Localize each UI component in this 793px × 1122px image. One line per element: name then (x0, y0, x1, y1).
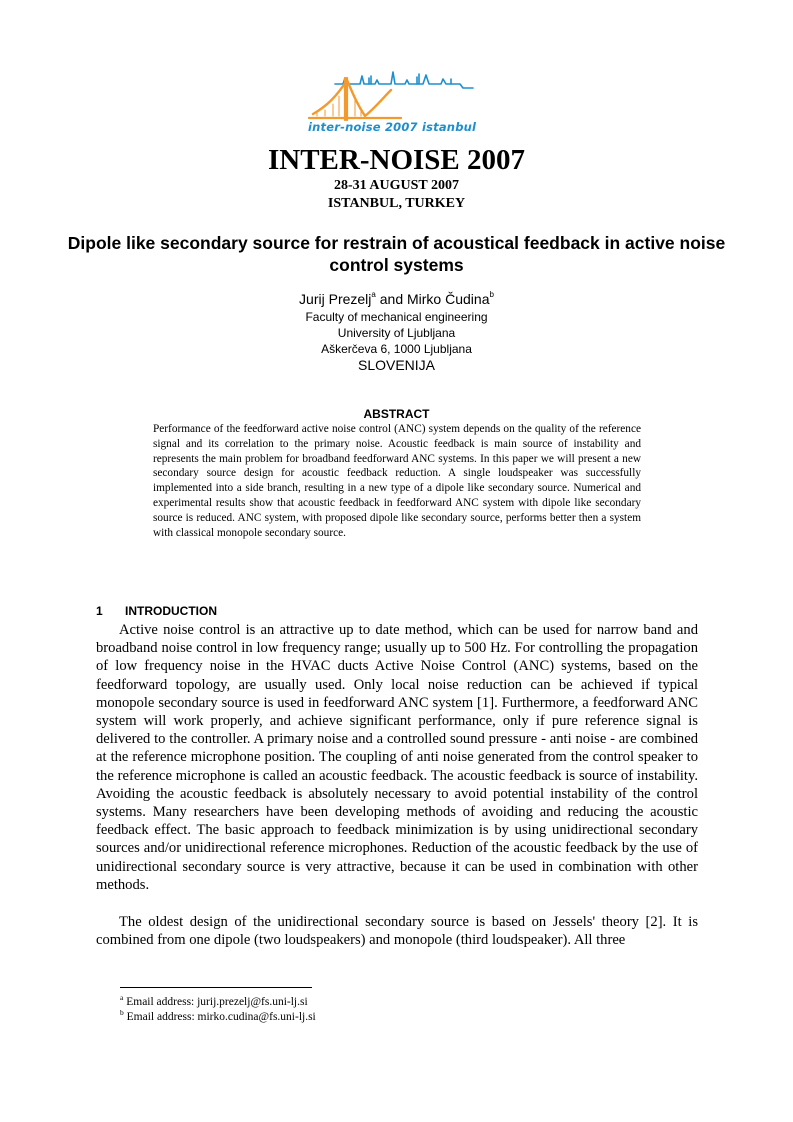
affiliation-country: SLOVENIJA (357, 357, 436, 373)
author-connector: and (375, 291, 407, 307)
footnote-b-email: Email address: mirko.cudina@fs.uni-lj.si (123, 1011, 316, 1023)
footnote-a (120, 995, 308, 1009)
section-heading-introduction (96, 604, 217, 618)
footnote-a-email: Email address: jurij.prezelj@fs.uni-lj.si (123, 996, 308, 1008)
conference-place: ISTANBUL, TURKEY (327, 196, 466, 211)
footnote-b-mark: b (120, 1008, 124, 1017)
affiliation-address: Aškerčeva 6, 1000 Ljubljana (321, 342, 472, 356)
abstract-text: Performance of the feedforward active noise control (ANC) system depends on the quality of the reference signal and its correlation to the primary noise. Acoustic feedback is main source of instability and represents the main problem for broadband feedforward ANC systems. In this paper we will present a new secondary source design for acoustic feedback reduction. A single loudspeaker was successfully implemented into a side branch, resulting in a new type of a dipole like secondary source. Numerical and experimental results show that acoustic feedback in feedforward ANC system with dipole like secondary source is reduced. ANC system, with proposed dipole like secondary source, performs better then a system with classical monopole secondary source. (153, 423, 641, 539)
section-number: 1 (96, 604, 103, 618)
footnote-a-mark: a (120, 993, 124, 1002)
abstract-heading: ABSTRACT (363, 407, 430, 421)
logo-text: inter-noise 2007 istanbul (308, 120, 477, 134)
introduction-paragraph-1: Active noise control is an attractive up to date method, which can be used for narrow band and broadband noise control in low frequency range; usually up to 500 Hz. For controlling the propagation of low frequency noise in the HVAC ducts Active Noise Control (ANC) systems, based on the feedforward topology, are usually used. Only local noise reduction can be achieved if typical monopole secondary source is used in feedforward ANC system [1]. Furthermore, a feedforward ANC system will work properly, and achieve significant performance, only if pure reference signal is delivered to the controller. A primary noise and a controlled sound pressure - anti noise - are combined at the reference microphone position. The coupling of anti noise generated from the control speaker to the reference microphone is called an acoustic feedback. The acoustic feedback is source of instability. Avoiding the acoustic feedback is absolutely necessary to avoid potential instability of the control systems. Many researchers have been developing methods of avoiding and reducing the acoustic feedback effect. The basic approach to feedback minimization is by using unidirectional secondary sources and/or unidirectional reference microphones. Reduction of the acoustic feedback by the use of unidirectional secondary source is very attractive, because it can be used in combination with other methods. (96, 622, 698, 893)
affiliation-faculty: Faculty of mechanical engineering (305, 310, 488, 324)
affiliation-university: University of Ljubljana (337, 326, 456, 340)
author-1-mark: a (371, 290, 376, 299)
author-1: Jurij Prezelj (299, 291, 372, 307)
author-2: Mirko Čudina (407, 291, 490, 307)
introduction-paragraph-2: The oldest design of the unidirectional secondary source is based on Jessels' theory [2]. It is combined from one dipole (two loudspeakers) and monopole (third loudspeaker). All three (96, 914, 698, 949)
conference-title: INTER-NOISE 2007 (267, 144, 526, 176)
footnote-divider (120, 987, 312, 988)
paper-title: Dipole like secondary source for restrain of acoustical feedback in active noise control systems (67, 233, 726, 275)
author-2-mark: b (489, 290, 494, 299)
author-line (0, 290, 793, 308)
conference-date: 28-31 AUGUST 2007 (334, 178, 459, 193)
section-title: INTRODUCTION (125, 604, 217, 618)
footnote-b (120, 1010, 316, 1024)
